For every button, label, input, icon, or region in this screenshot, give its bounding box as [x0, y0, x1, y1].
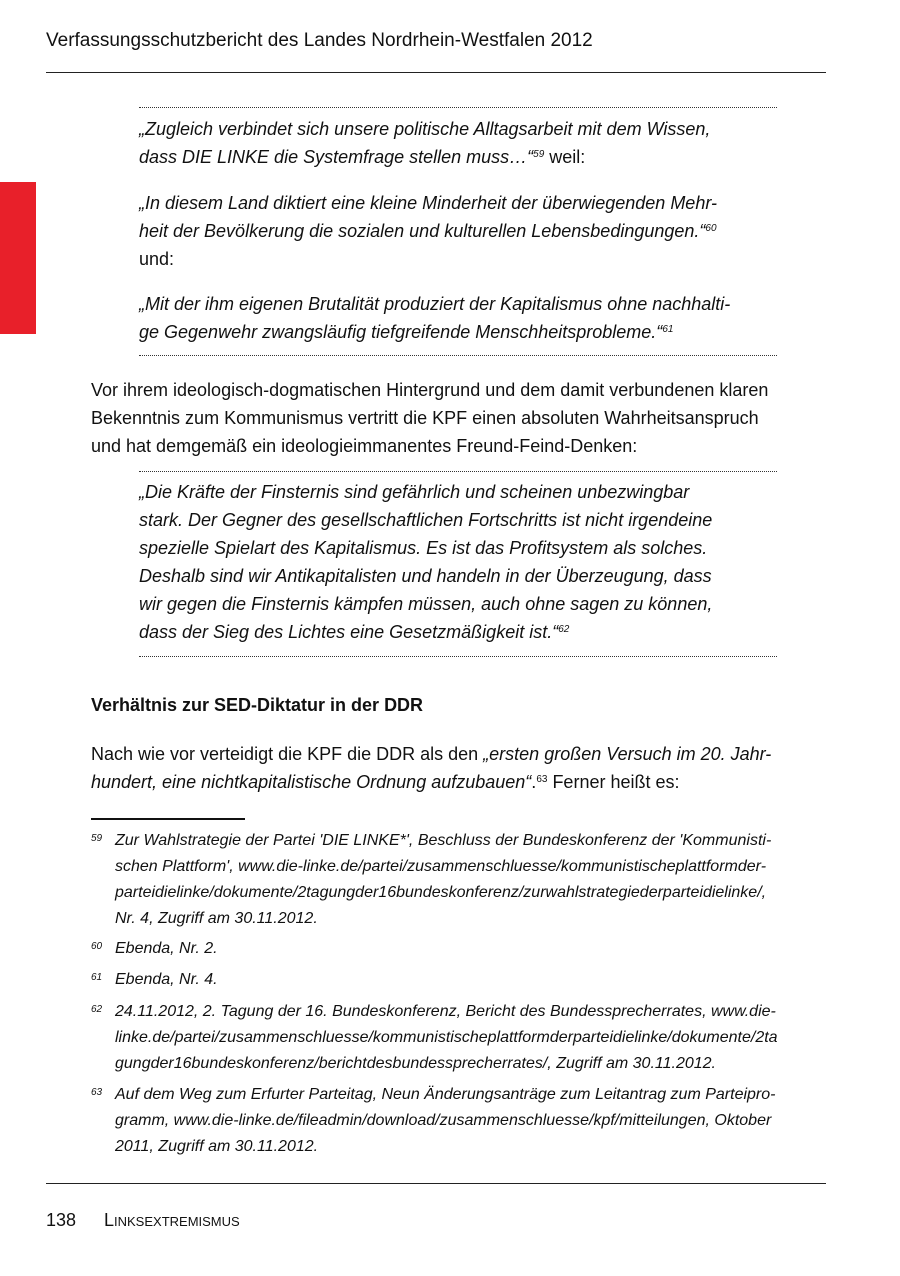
footnote-line: parteidielinke/dokumente/2tagungder16bundeskonferenz/zurwahlstrategiederparteidielinke/, [115, 884, 767, 901]
footnote-line: Nr. 4, Zugriff am 30.11.2012. [115, 910, 318, 927]
footnote-61 [91, 967, 831, 993]
footnote-line: Zur Wahlstrategie der Partei 'DIE LINKE*', Beschluss der Bundeskonferenz der 'Kommunisti- [115, 832, 772, 849]
quote-line: Deshalb sind wir Antikapitalisten und handeln in der Überzeugung, dass [139, 566, 712, 586]
footnote-text [115, 1082, 831, 1160]
quote-block-top-border [139, 107, 777, 108]
quote-line [139, 143, 779, 171]
quote-text: heit der Bevölkerung die sozialen und kulturellen Lebensbedingungen.“ [139, 221, 706, 241]
body-paragraph [91, 376, 826, 460]
paragraph-line: und hat demgemäß ein ideologieimmanentes Freund-Feind-Denken: [91, 436, 638, 456]
footnote-60 [91, 936, 831, 962]
paragraph-line: Vor ihrem ideologisch-dogmatischen Hintergrund und dem damit verbundenen klaren [91, 380, 769, 400]
footnote-line: Ebenda, Nr. 4. [115, 971, 218, 988]
quote-61 [139, 290, 779, 346]
quote-line: wir gegen die Finsternis kämpfen müssen, auch ohne sagen zu können, [139, 594, 713, 614]
footnote-text [115, 828, 831, 932]
quote-line: „Mit der ihm eigenen Brutalität produziert der Kapitalismus ohne nachhalti- [139, 294, 731, 314]
quote-60 [139, 189, 779, 273]
footnote-ref: 61 [662, 324, 674, 335]
inline-quote: hundert, eine nichtkapitalistische Ordnung aufzubauen“ [91, 772, 532, 792]
paragraph-line [91, 740, 826, 768]
quote-text: dass der Sieg des Lichtes eine Gesetzmäßigkeit ist.“ [139, 622, 559, 642]
paragraph-line [91, 768, 826, 796]
footnote-text [115, 999, 831, 1077]
footnote-number: 59 [91, 833, 103, 844]
footnote-62 [91, 999, 831, 1077]
page-header-title: Verfassungsschutzbericht des Landes Nordrhein-Westfalen 2012 [46, 30, 593, 51]
quote-line: stark. Der Gegner des gesellschaftlichen Fortschritts ist nicht irgendeine [139, 510, 713, 530]
footnote-63 [91, 1082, 831, 1160]
footnote-line: schen Plattform', www.die-linke.de/partei/zusammenschluesse/kommunistischeplattformder- [115, 858, 767, 875]
body-paragraph [91, 740, 826, 796]
quote-text: dass DIE LINKE die Systemfrage stellen muss…“ [139, 147, 534, 167]
quote-block-bottom-border [139, 656, 777, 657]
quote-line: spezielle Spielart des Kapitalismus. Es ist das Profitsystem als solches. [139, 538, 708, 558]
quote-line [139, 217, 779, 245]
footer-rule [46, 1183, 826, 1184]
quote-line: „In diesem Land diktiert eine kleine Minderheit der überwiegenden Mehr- [139, 193, 717, 213]
footnote-separator [91, 818, 245, 820]
section-heading: Verhältnis zur SED-Diktatur in der DDR [91, 695, 424, 715]
page-number: 138 [46, 1210, 77, 1230]
footnote-number: 62 [91, 1004, 103, 1015]
footnote-ref: 62 [558, 624, 570, 635]
quote-line [139, 318, 779, 346]
quote-connector: weil: [544, 147, 586, 167]
quote-line [139, 618, 779, 646]
quote-text: ge Gegenwehr zwangsläufig tiefgreifende Menschheitsprobleme.“ [139, 322, 663, 342]
quote-block-bottom-border [139, 355, 777, 356]
quote-block-top-border [139, 471, 777, 472]
footnote-line: 24.11.2012, 2. Tagung der 16. Bundeskonferenz, Bericht des Bundessprecherrates, www.die- [115, 1003, 776, 1020]
quote-line: „Zugleich verbindet sich unsere politische Alltagsarbeit mit dem Wissen, [139, 119, 711, 139]
footnote-ref: 63 [536, 774, 548, 785]
paragraph-line: Bekenntnis zum Kommunismus vertritt die KPF einen absoluten Wahrheitsanspruch [91, 408, 759, 428]
footnote-line: 2011, Zugriff am 30.11.2012. [115, 1138, 319, 1155]
chapter-marker-tab [0, 182, 36, 334]
footnote-number: 61 [91, 972, 103, 983]
quote-line: „Die Kräfte der Finsternis sind gefährlich und scheinen unbezwingbar [139, 482, 690, 502]
footnote-number: 63 [91, 1087, 103, 1098]
footnote-text [115, 967, 831, 993]
paragraph-text: Ferner heißt es: [547, 772, 680, 792]
footnote-line: gramm, www.die-linke.de/fileadmin/download/zusammenschluesse/kpf/mitteilungen, Oktober [115, 1112, 772, 1129]
footnote-line: Ebenda, Nr. 2. [115, 940, 218, 957]
header-rule [46, 72, 826, 73]
paragraph-text: . [531, 772, 537, 792]
footnote-ref: 59 [533, 149, 545, 160]
quote-62 [139, 478, 779, 646]
paragraph-text: Nach wie vor verteidigt die KPF die DDR als den [91, 744, 484, 764]
footnote-59 [91, 828, 831, 932]
footnote-line: Auf dem Weg zum Erfurter Parteitag, Neun Änderungsanträge zum Leitantrag zum Parteipro- [115, 1086, 776, 1103]
footnote-ref: 60 [705, 223, 717, 234]
quote-connector: und: [139, 249, 175, 269]
footnote-number: 60 [91, 941, 103, 952]
footnote-line: gungder16bundeskonferenz/berichtdesbundessprecherrates/, Zugriff am 30.11.2012. [115, 1055, 716, 1072]
footer-section-title: Linksextremismus [104, 1210, 240, 1230]
footnote-text [115, 936, 831, 962]
quote-59 [139, 115, 779, 171]
inline-quote: „ersten großen Versuch im 20. Jahr- [483, 744, 772, 764]
footnote-line: linke.de/partei/zusammenschluesse/kommunistischeplattformderparteidielinke/dokumente/2ta [115, 1029, 778, 1046]
